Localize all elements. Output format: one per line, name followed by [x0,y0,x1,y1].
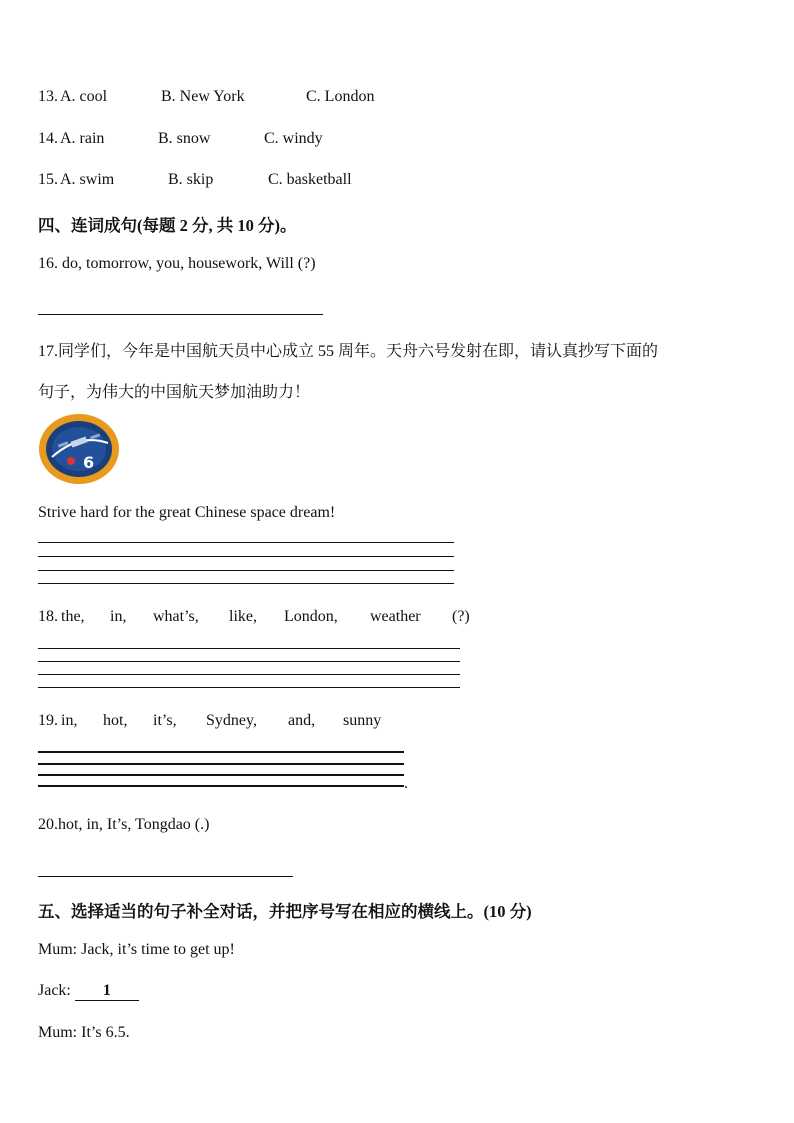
question-number: 18. [38,608,58,625]
option-b: B. skip [168,171,214,188]
option-a: A. rain [60,130,105,147]
section-4-title: 四、连词成句(每题 2 分, 共 10 分)。 [38,216,297,235]
question-number: 13. [38,88,58,105]
copy-line[interactable] [38,583,454,584]
word: sunny [343,712,382,729]
word: Sydney, [206,712,257,729]
answer-line[interactable] [38,314,323,315]
question-number: 19. [38,712,58,729]
answer-line[interactable] [38,876,293,877]
answer-line[interactable] [38,687,460,688]
sentence-period: . [404,775,408,792]
answer-line[interactable] [38,774,404,776]
question-number: 15. [38,171,58,188]
answer-line[interactable] [38,674,460,675]
option-c: C. basketball [268,171,352,188]
word: the, [61,608,85,625]
word: and, [288,712,316,729]
word: what’s, [153,608,199,625]
question-16-prompt: 16. do, tomorrow, you, housework, Will (?) [38,255,316,272]
word: in, [110,608,127,625]
answer-line[interactable] [38,785,404,787]
dialog-line-2 [38,982,139,1001]
shenzhou-mission-badge-icon [38,413,120,485]
section-5-title: 五、选择适当的句子补全对话，并把序号写在相应的横线上。(10 分) [38,902,532,921]
word: (?) [452,608,470,625]
option-a: A. swim [60,171,115,188]
question-number: 14. [38,130,58,147]
answer-line[interactable] [38,751,404,753]
word: it’s, [153,712,177,729]
speaker: Jack: [38,982,75,999]
option-c: C. windy [264,130,323,147]
question-17-line-1: 17.同学们，今年是中国航天员中心成立 55 周年。天舟六号发射在即，请认真抄写下面的 [38,343,659,360]
answer-line[interactable] [38,661,460,662]
word: in, [61,712,78,729]
word: like, [229,608,257,625]
answer-blank[interactable]: 1 [75,982,139,1001]
word: weather [370,608,421,625]
option-b: B. snow [158,130,211,147]
answer-line[interactable] [38,648,460,649]
word: hot, [103,712,128,729]
dialog-line-1: Mum: Jack, it’s time to get up! [38,941,235,958]
copy-line[interactable] [38,556,454,557]
copy-line[interactable] [38,542,454,543]
question-17-sentence: Strive hard for the great Chinese space dream! [38,504,336,521]
question-20-prompt: 20.hot, in, It’s, Tongdao (.) [38,816,210,833]
dialog-line-3: Mum: It’s 6.5. [38,1024,130,1041]
svg-text:6: 6 [83,453,95,472]
word: London, [284,608,338,625]
option-a: A. cool [60,88,108,105]
option-c: C. London [306,88,375,105]
copy-line[interactable] [38,570,454,571]
question-17-line-2: 句子，为伟大的中国航天梦加油助力！ [38,384,311,401]
answer-line[interactable] [38,763,404,765]
option-b: B. New York [161,88,245,105]
